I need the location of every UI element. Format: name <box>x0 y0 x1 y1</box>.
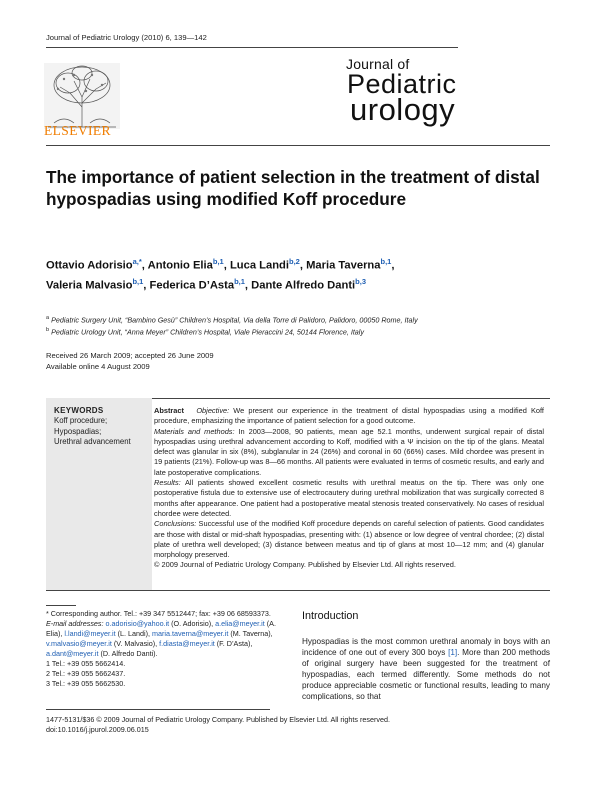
email-owner: (O. Adorisio), <box>169 619 216 628</box>
citation-link[interactable]: [1] <box>448 648 458 657</box>
intro-text-part: Hypospadias is the most common urethral anomaly in boys with an incidence of one out of every 300 boys <box>302 637 550 657</box>
affiliations <box>46 313 556 338</box>
running-head: Journal of Pediatric Urology (2010) 6, 139—142 <box>46 33 207 42</box>
footnote-tel: 3 Tel.: +39 055 5662530. <box>46 679 126 688</box>
affiliation-b <box>46 325 556 337</box>
footnote-tel: 2 Tel.: +39 055 5662437. <box>46 669 126 678</box>
conclusions-label: Conclusions: <box>154 519 197 529</box>
footer-rule <box>46 709 270 710</box>
affiliation-sup: a <box>46 315 50 321</box>
author: Federica D’Asta <box>149 279 235 292</box>
email-owner: (D. Alfredo Danti). <box>98 649 158 658</box>
abstract-rule-bottom <box>46 590 550 591</box>
journal-logo-line3: urology <box>350 92 456 127</box>
online-date: Available online 4 August 2009 <box>46 361 150 371</box>
author-sup[interactable]: b,2 <box>289 257 300 266</box>
objective-text: We present our experience in the treatment of distal hypospadias using a modified Koff procedure, emphasizing the importance of patient selection for a good outcome. <box>154 406 544 426</box>
email-owner: (M. Taverna), <box>228 629 273 638</box>
author-sep: , <box>143 279 150 292</box>
email-link[interactable]: v.malvasio@meyer.it <box>46 639 112 648</box>
corresponding-author: * Corresponding author. Tel.: +39 347 5512447; fax: +39 06 68593373. <box>46 609 271 618</box>
email-addresses <box>46 619 286 659</box>
footnote-rule <box>46 605 76 606</box>
conclusions-text: Successful use of the modified Koff procedure depends on careful selection of patients. Good candidates are those with distal or mid-shaft hypospadias, presenting with: (1) absence or low degree of ventral chordee; (2) distal plate of urethra well developed; (3) distance between meatus and tip of glans at most 10—12 mm; and (4) glanular morphology preserved. <box>154 519 544 560</box>
publisher-wordmark: ELSEVIER <box>44 123 111 138</box>
article-title: The importance of patient selection in the treatment of distal hypospadias using modified Koff procedure <box>46 167 540 209</box>
keywords-title: KEYWORDS <box>54 406 104 415</box>
affiliation-text: Pediatric Urology Unit, “Anna Meyer” Children’s Hospital, Viale Pieraccini 24, 50144 Florence, Italy <box>51 327 364 337</box>
journal-logo-line1: Journal of <box>346 56 410 72</box>
issn-line: 1477-5131/$36 © 2009 Journal of Pediatric Urology Company. Published by Elsevier Ltd. All rights reserved. <box>46 715 390 724</box>
methods-text: In 2003—2008, 90 patients, mean age 52.1 months, underwent surgical repair of distal hypospadias using urethral advancement according to Koff, modified with a Ψ incision on the tip of the glans. Meatal defect was glanular in six (8%), subglanular in 24 (26%) and coronal in 60 (66%) cases. Mild chordee was present in 19 patients (21%). Follow-up was 8—66 months. All patients were evaluated in terms of cosmetic results, and early and late postoperative complications. <box>154 426 544 477</box>
keyword-item: Hypospadias; <box>54 426 102 436</box>
author-sep: , <box>244 279 252 292</box>
methods-label: Materials and methods: <box>154 426 235 436</box>
keywords <box>54 406 148 448</box>
abstract-heading: Abstract <box>154 406 184 415</box>
abstract-copyright: © 2009 Journal of Pediatric Urology Company. Published by Elsevier Ltd. All rights reserved. <box>154 560 456 570</box>
author: Antonio Elia <box>147 259 213 272</box>
author-sep: , <box>391 259 395 272</box>
author-sup[interactable]: b,1 <box>380 257 392 266</box>
results-text: All patients showed excellent cosmetic results with urethral meatus on the tip. There was only one postoperative fistula due to extensive use of electrocautery during urethral mobilization that was surgically corrected 8 months after appearance. One patient had a postoperative meatal stenosis treated conservatively. No cases of residual chordee were detected. <box>154 478 544 518</box>
email-owner: (A. Elia), <box>46 619 276 638</box>
author-sup[interactable]: b,1 <box>212 257 224 266</box>
author: Dante Alfredo Danti <box>251 279 356 292</box>
email-link[interactable]: l.landi@meyer.it <box>64 629 116 638</box>
email-link[interactable]: a.elia@meyer.it <box>215 619 265 628</box>
affiliation-a <box>46 313 556 325</box>
email-owner: (L. Landi), <box>115 629 152 638</box>
author-sup[interactable]: b,1 <box>132 277 144 287</box>
email-link[interactable]: a.dant@meyer.it <box>46 649 99 658</box>
header-rule <box>46 47 458 48</box>
objective-label: Objective: <box>196 406 230 415</box>
author-list <box>46 254 556 294</box>
results-label: Results: <box>154 478 181 488</box>
email-link[interactable]: maria.taverna@meyer.it <box>151 629 229 638</box>
intro-text-part: . More than 200 methods of original surgery have been suggested for the treatment of hypospadias, each termed differently. Some methods do not produce appreciable cosmetic or functional results, leading to many complications, so that <box>302 648 550 701</box>
affiliation-text: Pediatric Surgery Unit, “Bambino Gesù” Children’s Hospital, Via della Torre di Palidoro, Palidoro, 00050 Rome, Italy <box>51 315 418 325</box>
journal-logo-line2: Pediatric <box>347 69 457 99</box>
journal-logo <box>346 56 546 127</box>
author: Maria Taverna <box>306 259 381 272</box>
author-sep: , <box>141 259 148 272</box>
footnote-tel: 1 Tel.: +39 055 5662414. <box>46 659 126 668</box>
received-date: Received 26 March 2009; accepted 26 June 2009 <box>46 351 214 360</box>
author: Luca Landi <box>229 259 289 272</box>
email-link[interactable]: o.adorisio@yahoo.it <box>105 619 170 628</box>
keyword-item: Koff procedure; <box>54 416 108 426</box>
email-link[interactable]: f.diasta@meyer.it <box>159 639 215 648</box>
abstract <box>154 406 544 571</box>
masthead-rule <box>46 145 550 146</box>
author: Valeria Malvasio <box>46 279 133 292</box>
keyword-item: Urethral advancement <box>54 437 131 447</box>
introduction-text <box>302 636 550 702</box>
doi-line: doi:10.1016/j.jpurol.2009.06.015 <box>46 725 149 734</box>
author-sep: , <box>223 259 230 272</box>
affiliation-sup: b <box>46 327 50 334</box>
email-owner: (F. D’Asta), <box>214 639 253 648</box>
page-footer <box>46 715 446 735</box>
footnotes <box>46 609 286 689</box>
email-label: E-mail addresses: <box>46 619 104 628</box>
author-sup[interactable]: b,3 <box>355 277 366 287</box>
author-sep: , <box>299 259 307 272</box>
author-sup[interactable]: a,* <box>132 257 142 266</box>
introduction-heading: Introduction <box>302 610 359 622</box>
author-sup[interactable]: b,1 <box>234 277 245 287</box>
author: Ottavio Adorisio <box>46 259 133 272</box>
article-dates <box>46 351 346 372</box>
email-owner: (V. Malvasio), <box>111 639 160 648</box>
